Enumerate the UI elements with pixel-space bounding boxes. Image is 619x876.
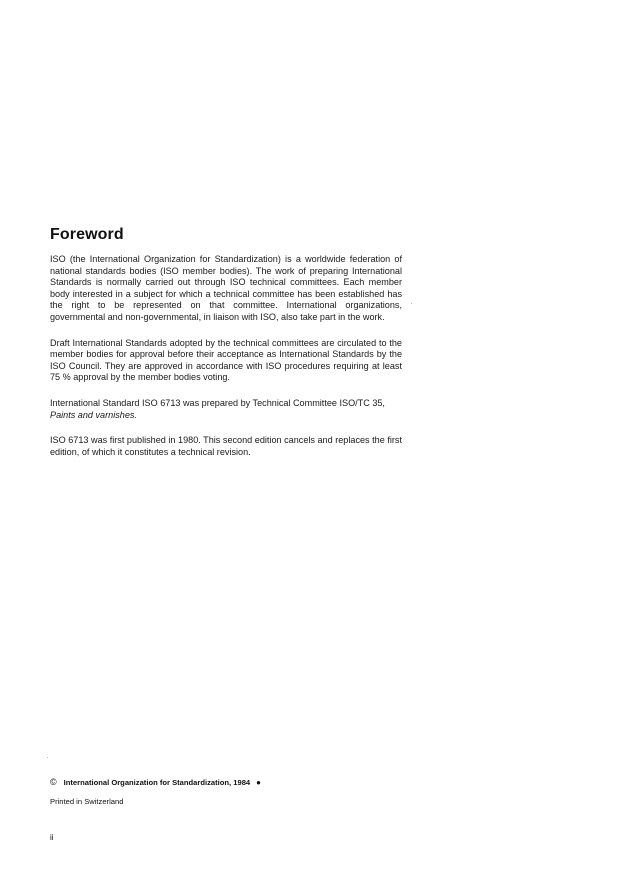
- paragraph-iso-intro: ISO (the International Organization for Standardization) is a worldwide federation of national standards bodies (ISO member bodies). The work of preparing International Standards is normally carried out through ISO technical committees. Each member body interested in a subject for which a technical committee has been established has the right to be represented on that committee. International organizations, governmental and non-governmental, in liaison with ISO, also take part in the work.: [50, 254, 402, 322]
- scan-speck: [47, 757, 48, 758]
- standard-prepared-text: International Standard ISO 6713 was prepared by Technical Committee ISO/TC 35,: [50, 397, 385, 408]
- scan-speck: [411, 303, 412, 304]
- page-number: ii: [50, 833, 54, 842]
- copyright-text: International Organization for Standardization, 1984: [63, 778, 251, 787]
- copyright-line: [50, 777, 261, 787]
- foreword-body: [50, 254, 402, 472]
- paragraph-standard-prepared: [50, 398, 402, 421]
- paragraph-draft-standards: Draft International Standards adopted by the technical committees are circulated to the member bodies for approval before their acceptance as International Standards by the ISO Council. They are approved in accordance with ISO procedures requiring at least 75 % approval by the member bodies voting.: [50, 337, 402, 383]
- copyright-icon: ©: [50, 777, 57, 787]
- bullet-icon: ●: [256, 778, 261, 787]
- paragraph-edition: ISO 6713 was first published in 1980. This second edition cancels and replaces the first edition, of which it constitutes a technical revision.: [50, 435, 402, 457]
- committee-title: Paints and varnishes.: [50, 409, 137, 420]
- page-title: Foreword: [50, 226, 124, 243]
- printed-in: Printed in Switzerland: [50, 797, 124, 806]
